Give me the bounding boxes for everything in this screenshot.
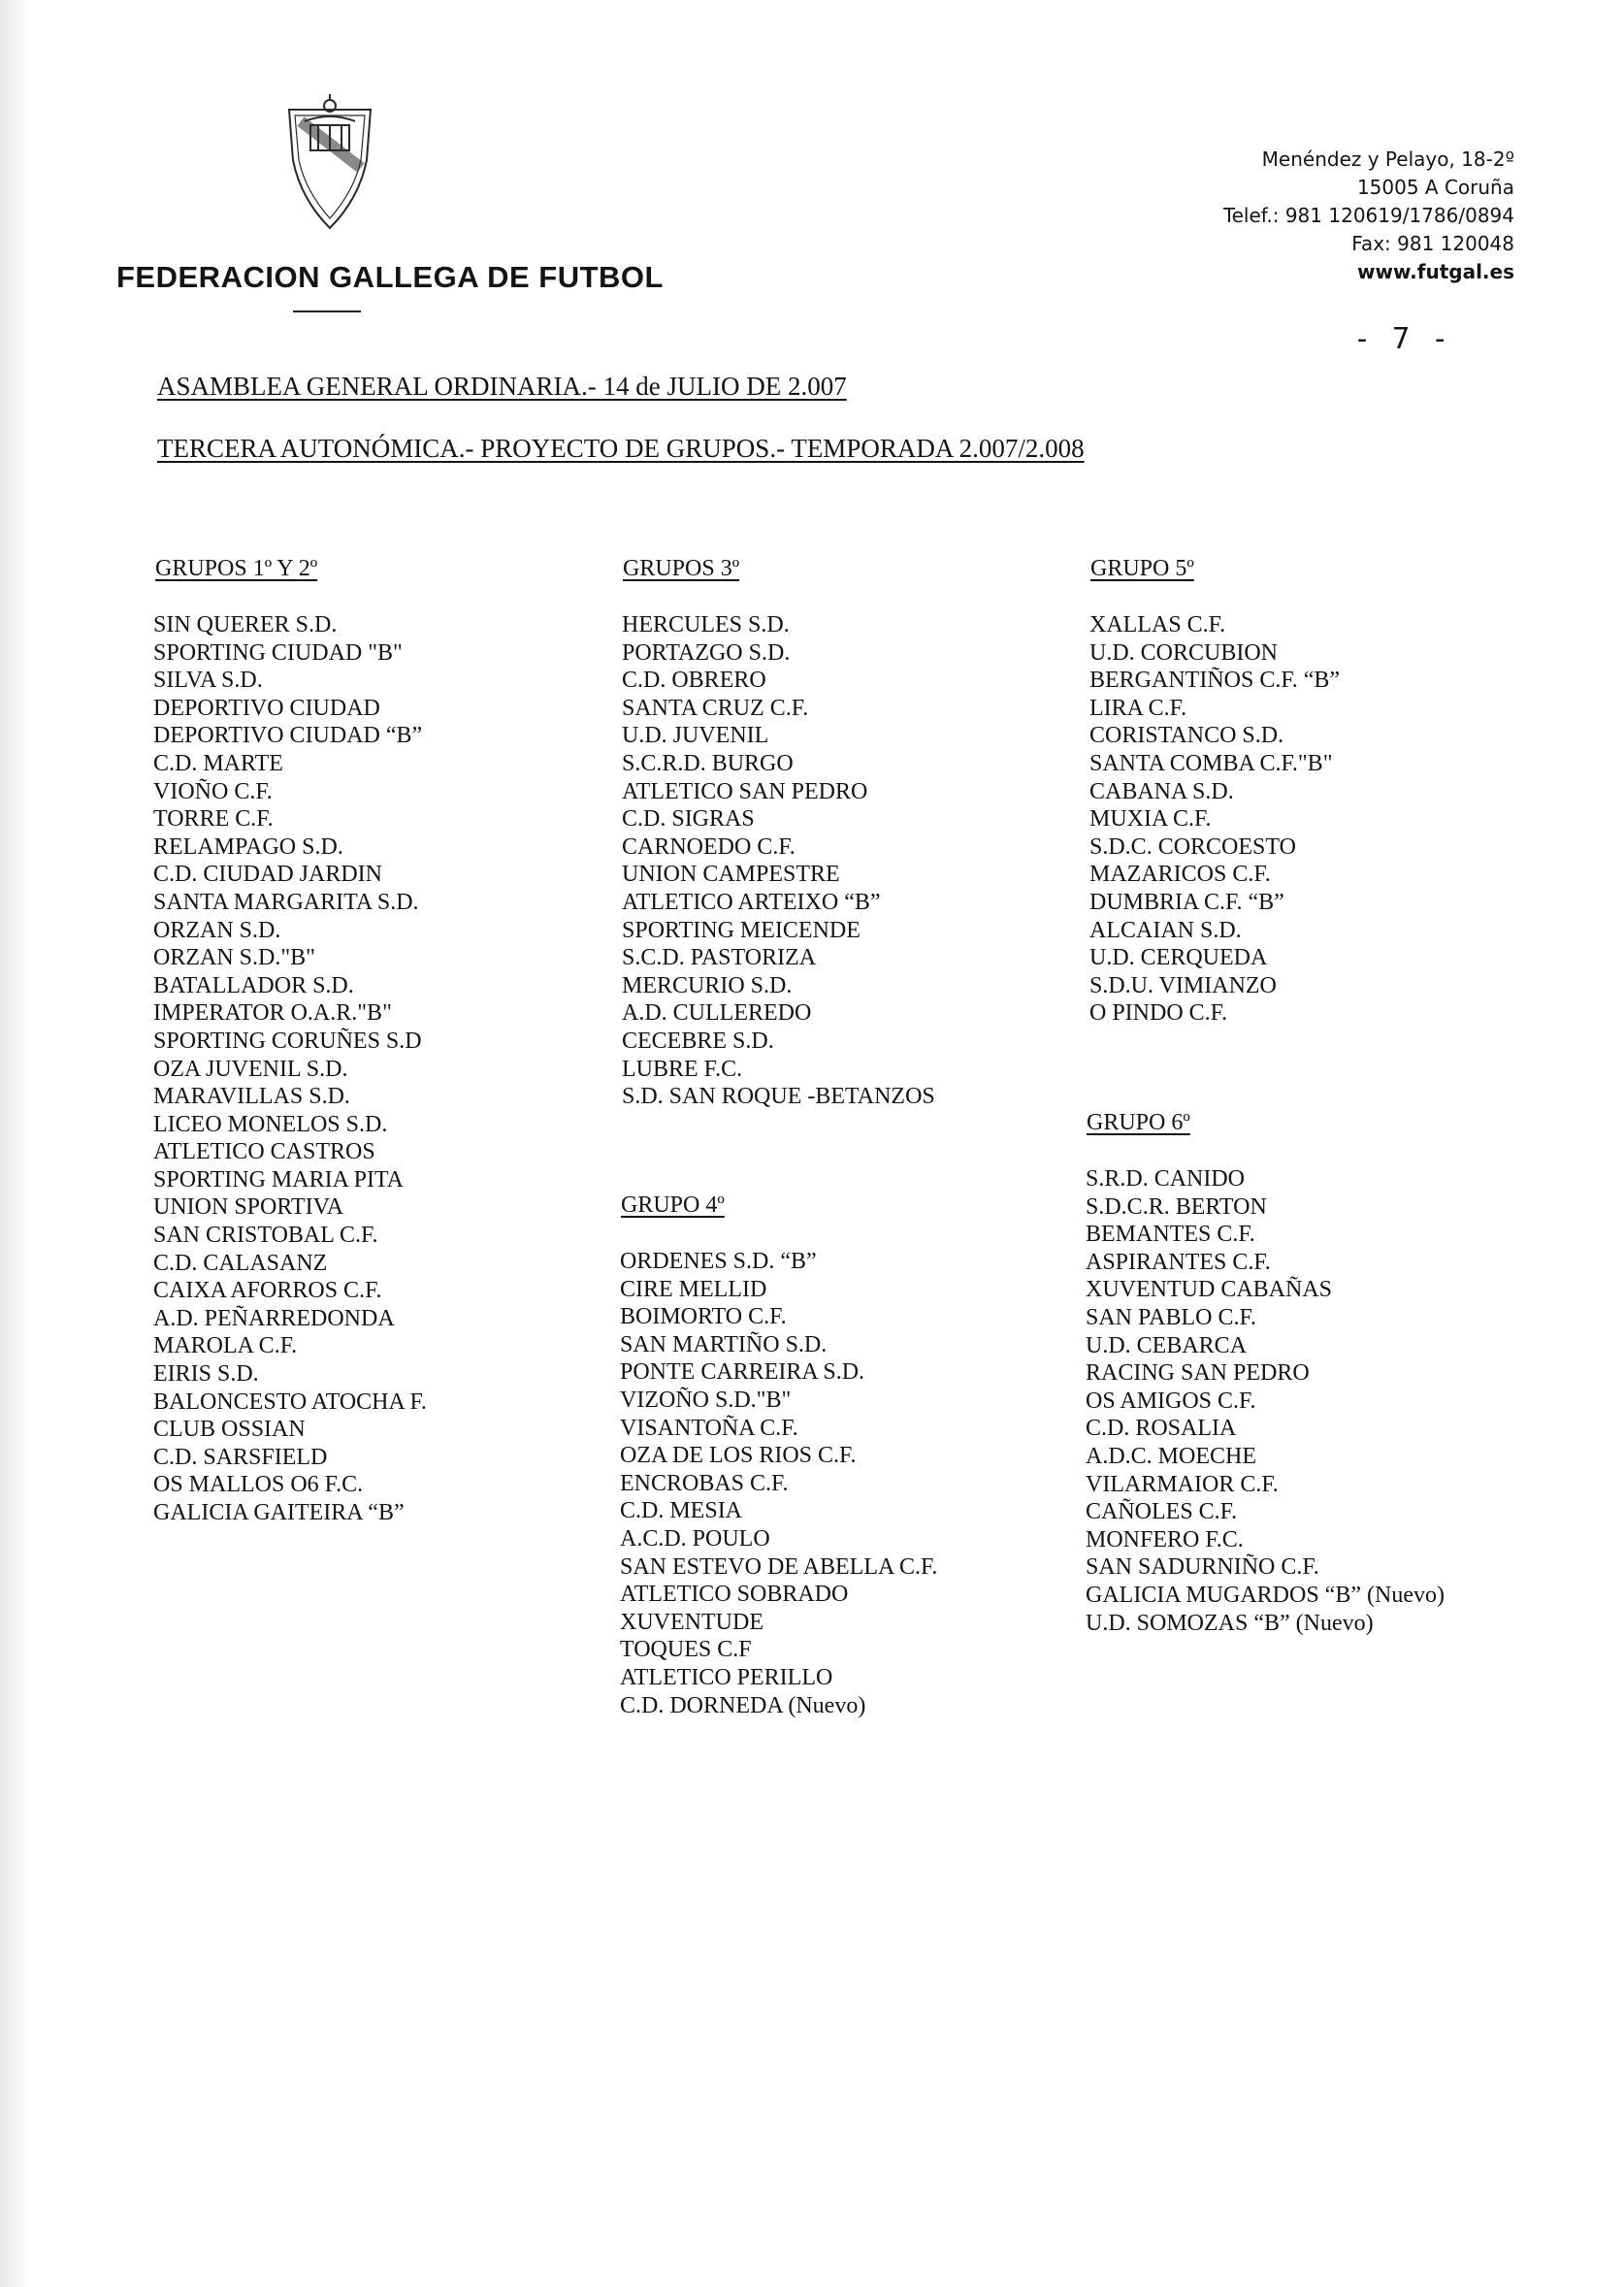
team-list-item: ALCAIAN S.D. <box>1089 917 1242 943</box>
federation-crest-icon <box>281 92 378 238</box>
team-list-item: DEPORTIVO CIUDAD “B” <box>153 723 423 749</box>
team-list-item: SIN QUERER S.D. <box>153 612 338 637</box>
page-number: - 7 - <box>1353 322 1451 356</box>
team-list-item: SAN PABLO C.F. <box>1086 1304 1256 1330</box>
group-title-5: GRUPO 5º <box>1090 556 1194 581</box>
team-list-item: OS MALLOS O6 F.C. <box>153 1472 364 1498</box>
scan-edge-shadow <box>0 0 29 2287</box>
team-list-item: LUBRE F.C. <box>622 1056 743 1082</box>
team-list-group-4 <box>620 1248 937 1719</box>
team-list-item: VISANTOÑA C.F. <box>620 1415 798 1441</box>
team-list-item: ASPIRANTES C.F. <box>1086 1249 1271 1275</box>
team-list-item: GALICIA GAITEIRA “B” <box>153 1500 405 1525</box>
team-list-item: VIOÑO C.F. <box>153 778 273 804</box>
address-line: Fax: 981 120048 <box>1351 232 1514 255</box>
team-list-item: U.D. SOMOZAS “B” (Nuevo) <box>1086 1610 1374 1636</box>
team-list-item: ATLETICO ARTEIXO “B” <box>622 889 881 915</box>
team-list-item: TOQUES C.F <box>620 1637 752 1663</box>
group-title-1-2: GRUPOS 1º Y 2º <box>155 556 318 581</box>
team-list-item: VILARMAIOR C.F. <box>1086 1471 1279 1497</box>
team-list-item: U.D. CEBARCA <box>1086 1332 1248 1358</box>
team-list-item: A.D. CULLEREDO <box>622 1000 812 1027</box>
team-list-group-5 <box>1089 611 1340 1028</box>
team-list-item: OZA DE LOS RIOS C.F. <box>620 1443 857 1469</box>
team-list-item: ENCROBAS C.F. <box>620 1470 789 1496</box>
team-list-item: SANTA CRUZ C.F. <box>622 695 809 721</box>
team-list-item: S.D. SAN ROQUE -BETANZOS <box>622 1084 935 1110</box>
team-list-item: CABANA S.D. <box>1089 778 1234 804</box>
team-list-item: TORRE C.F. <box>153 806 274 833</box>
team-list-item: DUMBRIA C.F. “B” <box>1089 889 1284 915</box>
team-list-item: BATALLADOR S.D. <box>153 972 354 998</box>
team-list-item: S.R.D. CANIDO <box>1086 1166 1246 1192</box>
team-list-item: C.D. ROSALIA <box>1086 1416 1237 1442</box>
team-list-item: HERCULES S.D. <box>622 612 790 637</box>
team-list-item: S.D.C. CORCOESTO <box>1089 833 1296 860</box>
team-list-item: GALICIA MUGARDOS “B” (Nuevo) <box>1086 1582 1445 1608</box>
team-list-item: OS AMIGOS C.F. <box>1086 1388 1256 1414</box>
team-list-item: C.D. CALASANZ <box>153 1250 328 1276</box>
team-list-item: U.D. CORCUBION <box>1089 639 1279 666</box>
team-list-item: BEMANTES C.F. <box>1086 1222 1255 1248</box>
team-list-item: OZA JUVENIL S.D. <box>153 1056 348 1082</box>
team-list-item: XALLAS C.F. <box>1089 612 1226 637</box>
team-list-item: C.D. SARSFIELD <box>153 1444 328 1470</box>
group-title-4: GRUPO 4º <box>621 1193 725 1218</box>
team-list-item: ATLETICO CASTROS <box>153 1139 375 1165</box>
team-list-item: S.C.R.D. BURGO <box>622 750 794 776</box>
project-heading: TERCERA AUTONÓMICA.- PROYECTO DE GRUPOS.- TEMPORADA 2.007/2.008 <box>157 434 1085 463</box>
team-list-item: SAN CRISTOBAL C.F. <box>153 1223 378 1249</box>
team-list-item: PONTE CARREIRA S.D. <box>620 1359 865 1386</box>
team-list-item: RACING SAN PEDRO <box>1086 1360 1310 1387</box>
team-list-item: PORTAZGO S.D. <box>622 639 791 666</box>
group-title-6: GRUPO 6º <box>1087 1110 1190 1135</box>
team-list-item: U.D. JUVENIL <box>622 723 769 749</box>
team-list-item: ORZAN S.D."B" <box>153 945 315 971</box>
team-list-item: BOIMORTO C.F. <box>620 1304 787 1330</box>
team-list-item: IMPERATOR O.A.R."B" <box>153 1000 392 1027</box>
team-list-item: CIRE MELLID <box>620 1276 767 1302</box>
team-list-item: CORISTANCO S.D. <box>1089 723 1284 749</box>
team-list-item: SANTA MARGARITA S.D. <box>153 889 419 915</box>
team-list-item: C.D. DORNEDA (Nuevo) <box>620 1692 866 1718</box>
team-list-item: CAÑOLES C.F. <box>1086 1499 1238 1525</box>
team-list-item: U.D. CERQUEDA <box>1089 945 1268 971</box>
team-list-item: SPORTING MEICENDE <box>622 917 861 943</box>
team-list-item: LICEO MONELOS S.D. <box>153 1111 388 1137</box>
team-list-item: O PINDO C.F. <box>1089 1000 1228 1027</box>
team-list-item: SANTA COMBA C.F."B" <box>1089 750 1333 776</box>
team-list-item: SAN SADURNIÑO C.F. <box>1086 1554 1319 1581</box>
team-list-item: CLUB OSSIAN <box>153 1417 306 1443</box>
team-list-item: BERGANTIÑOS C.F. “B” <box>1089 668 1341 694</box>
website-link[interactable]: www.futgal.es <box>1357 260 1514 283</box>
team-list-item: SPORTING CORUÑES S.D <box>153 1028 422 1054</box>
team-list-group-3 <box>622 611 935 1111</box>
team-list-item: C.D. SIGRAS <box>622 806 755 833</box>
address-line: Telef.: 981 120619/1786/0894 <box>1222 204 1514 227</box>
team-list-group-6 <box>1086 1165 1445 1637</box>
team-list-item: C.D. MARTE <box>153 750 283 776</box>
team-list-item: EIRIS S.D. <box>153 1361 259 1388</box>
team-list-item: A.D. PEÑARREDONDA <box>153 1305 395 1331</box>
team-list-item: MAZARICOS C.F. <box>1089 862 1271 888</box>
team-list-item: A.D.C. MOECHE <box>1086 1443 1257 1469</box>
team-list-item: MONFERO F.C. <box>1086 1526 1244 1552</box>
team-list-item: MUXIA C.F. <box>1089 806 1212 833</box>
address-line: 15005 A Coruña <box>1356 176 1514 199</box>
team-list-item: C.D. MESIA <box>620 1498 743 1524</box>
team-list-item: MARAVILLAS S.D. <box>153 1084 350 1110</box>
team-list-item: ORDENES S.D. “B” <box>620 1249 817 1274</box>
team-list-item: CARNOEDO C.F. <box>622 833 796 860</box>
address-line: Menéndez y Pelayo, 18-2º <box>1261 147 1514 171</box>
team-list-item: C.D. CIUDAD JARDIN <box>153 862 383 888</box>
team-list-item: SAN ESTEVO DE ABELLA C.F. <box>620 1553 938 1580</box>
group-title-3: GRUPOS 3º <box>623 556 740 581</box>
federation-name: FEDERACION GALLEGA DE FUTBOL <box>116 260 664 294</box>
team-list-item: SAN MARTIÑO S.D. <box>620 1331 828 1357</box>
team-list-item: BALONCESTO ATOCHA F. <box>153 1389 427 1415</box>
team-list-item: SPORTING CIUDAD "B" <box>153 639 403 666</box>
team-list-item: VIZOÑO S.D."B" <box>620 1387 792 1413</box>
team-list-item: C.D. OBRERO <box>622 668 766 694</box>
team-list-item: MERCURIO S.D. <box>622 972 793 998</box>
federation-name-underline <box>293 310 361 312</box>
federation-address <box>1223 146 1514 286</box>
team-list-item: MAROLA C.F. <box>153 1333 298 1359</box>
team-list-item: UNION SPORTIVA <box>153 1194 344 1221</box>
team-list-item: XUVENTUD CABAÑAS <box>1086 1277 1333 1303</box>
team-list-item: ATLETICO SAN PEDRO <box>622 778 868 804</box>
team-list-item: RELAMPAGO S.D. <box>153 833 343 860</box>
team-list-item: A.C.D. POULO <box>620 1525 770 1552</box>
team-list-item: SPORTING MARIA PITA <box>153 1166 404 1193</box>
team-list-item: CAIXA AFORROS C.F. <box>153 1278 382 1304</box>
team-list-item: UNION CAMPESTRE <box>622 862 840 888</box>
team-list-item: S.C.D. PASTORIZA <box>622 945 817 971</box>
team-list-item: DEPORTIVO CIUDAD <box>153 695 380 721</box>
team-list-item: ORZAN S.D. <box>153 917 281 943</box>
team-list-item: ATLETICO PERILLO <box>620 1664 833 1690</box>
team-list-item: ATLETICO SOBRADO <box>620 1582 849 1608</box>
team-list-item: XUVENTUDE <box>620 1609 763 1635</box>
assembly-heading: ASAMBLEA GENERAL ORDINARIA.- 14 de JULIO DE 2.007 <box>157 372 847 401</box>
team-list-item: CECEBRE S.D. <box>622 1028 774 1054</box>
team-list-item: S.D.C.R. BERTON <box>1086 1193 1267 1220</box>
team-list-item: LIRA C.F. <box>1089 695 1187 721</box>
team-list-item: SILVA S.D. <box>153 668 263 694</box>
team-list-item: S.D.U. VIMIANZO <box>1089 972 1277 998</box>
team-list-group-1-2 <box>153 611 427 1527</box>
